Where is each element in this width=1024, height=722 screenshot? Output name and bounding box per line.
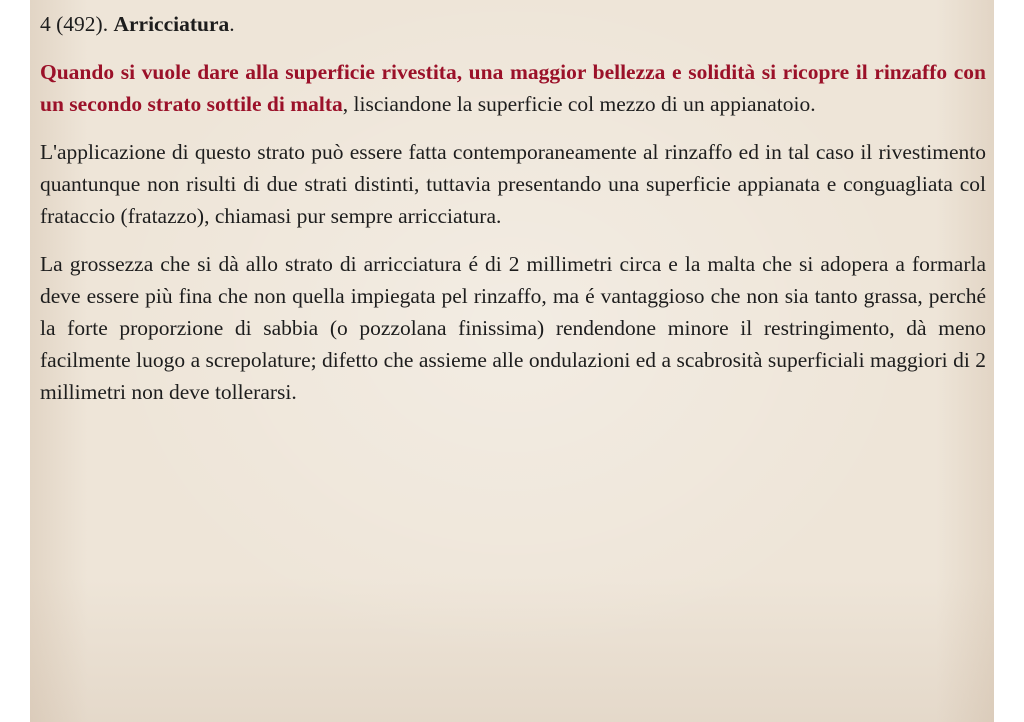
section-number: 4 (492). — [40, 12, 114, 36]
paragraph-1-emphasis: Quando si vuole dare alla superficie rivestita, una maggior bellezza e solidità si ricopre il rinzaffo con un secondo strato sottile di malta — [40, 60, 986, 116]
section-title-end: . — [229, 12, 235, 36]
section-title: Arricciatura — [113, 12, 230, 36]
section-heading — [40, 8, 986, 40]
paragraph-2-text: L'applicazione di questo strato può essere fatta contemporaneamente al rinzaffo ed in tal caso il rivestimento quantunque non risulti di due strati distinti, tuttavia presentando una superficie appianata e conguagliata col frataccio (fratazzo), chiamasi pur sempre arricciatura. — [40, 140, 986, 228]
document-text — [40, 8, 986, 424]
paragraph-3-text: La grossezza che si dà allo strato di arricciatura é di 2 millimetri circa e la malta che si adopera a formarla deve essere più fina che non quella impiegata pel rinzaffo, ma é vantaggioso che non sia tanto grassa, perché la forte proporzione di sabbia (o pozzolana finissima) rendendone minore il restringimento, dà meno facilmente luogo a screpolature; difetto che assieme alle ondulazioni ed a scabrosità superficiali maggiori di 2 millimetri non deve tollerarsi. — [40, 252, 986, 404]
document-page — [30, 0, 994, 722]
paragraph-2 — [40, 136, 986, 232]
paragraph-1-text: , lisciandone la superficie col mezzo di un appianatoio. — [342, 92, 816, 116]
paragraph-1 — [40, 56, 986, 120]
paragraph-3 — [40, 248, 986, 408]
